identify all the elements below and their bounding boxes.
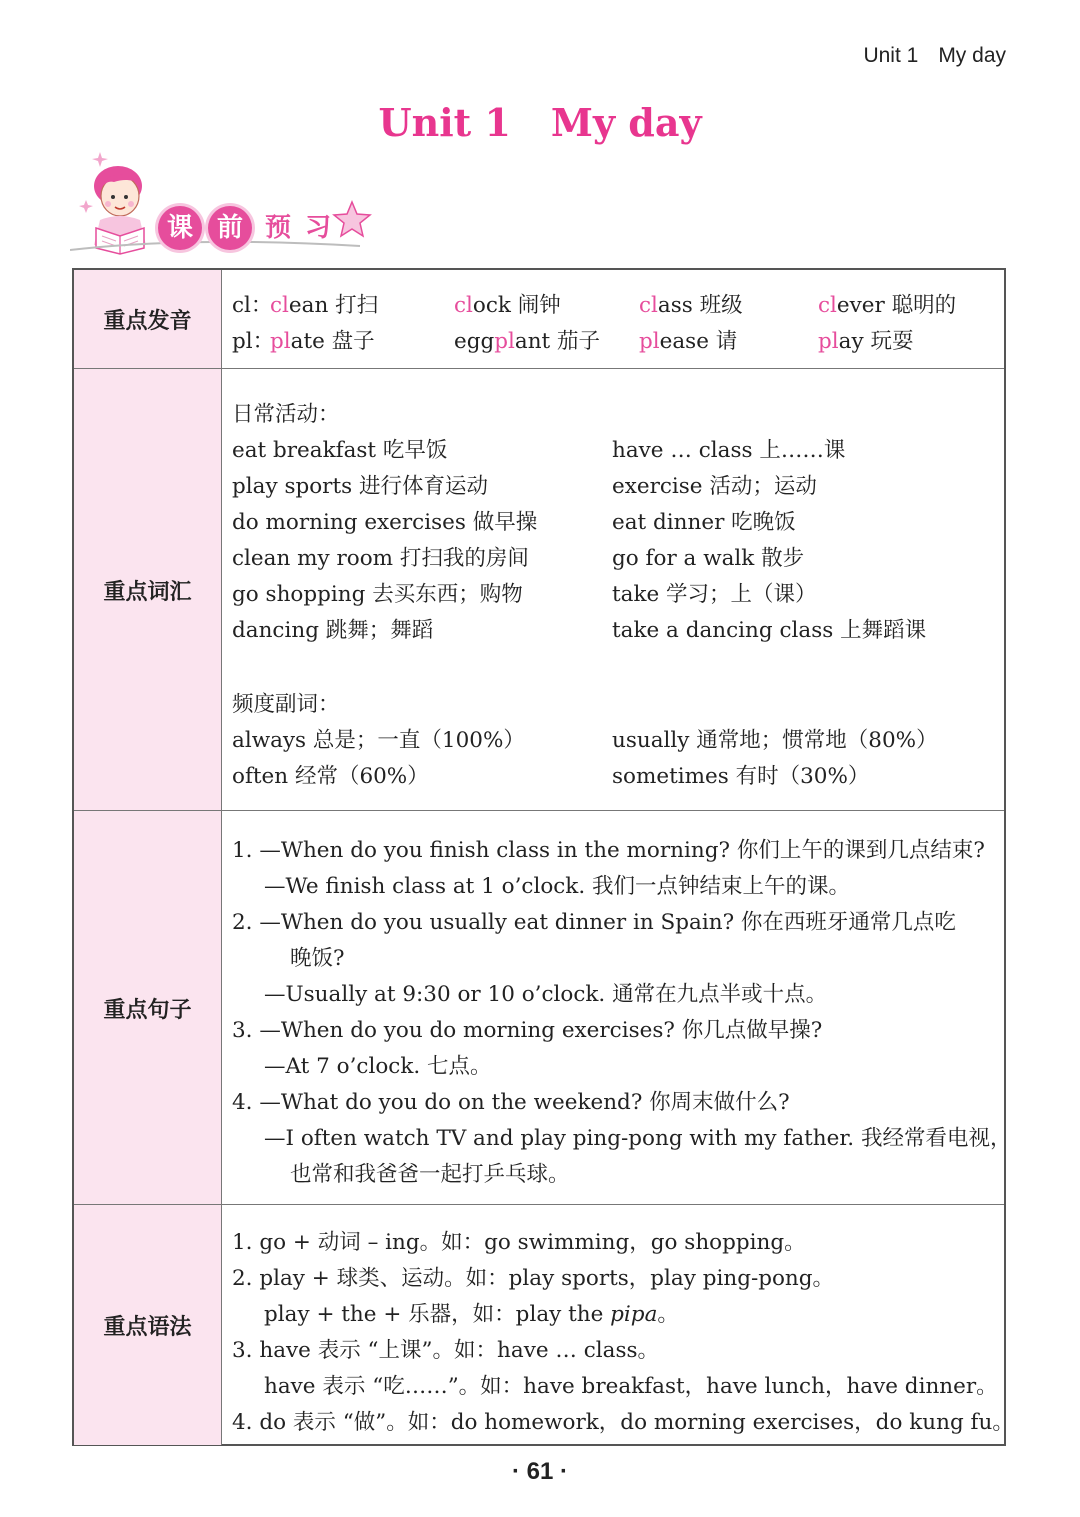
pron-item: eggplant 茄子 [454,329,601,354]
sentence-line: 2. —When do you usually eat dinner in Spain? 你在西班牙通常几点吃 [232,910,956,935]
vocab-item: dancing 跳舞；舞蹈 [232,618,434,643]
pron-item: clean 打扫 [270,293,379,318]
sentence-line: 也常和我爸爸一起打乒乓球。 [290,1162,570,1187]
banner-char-4: 习 [304,213,331,243]
vocab-item: clean my room 打扫我的房间 [232,546,529,571]
grammar-line: 2. play + 球类、运动。如：play sports，play ping-pong。 [232,1266,835,1291]
grammar-line: have 表示 “吃……”。如：have breakfast，have lunch，have dinner。 [264,1374,998,1399]
row-label-vocabulary: 重点词汇 [74,369,222,811]
vocab-item: eat dinner 吃晚饭 [612,510,796,535]
sentence-line: 3. —When do you do morning exercises? 你几点做早操? [232,1018,823,1043]
header-topic: My day [938,44,1006,67]
vocab-item: sometimes 有时（30%） [612,764,870,789]
banner-char-2: 前 [208,206,252,250]
sentence-line: 晚饭? [290,946,345,971]
sentence-line: —We finish class at 1 o’clock. 我们一点钟结束上午的课。 [264,874,851,899]
pron-prefix-pl: pl： [232,329,275,354]
pron-item: please 请 [639,329,738,354]
row-pronunciation [74,270,1004,368]
grammar-line: play + the + 乐器，如：play the pipa。 [264,1302,679,1327]
frequency-adverbs-heading: 频度副词： [232,692,340,717]
sentence-line: 4. —What do you do on the weekend? 你周末做什么? [232,1090,790,1115]
page-number: · 61 · [511,1458,568,1485]
vocab-item: do morning exercises 做早操 [232,510,538,535]
row-grammar [74,1204,1014,1445]
vocab-item: play sports 进行体育运动 [232,474,488,499]
row-sentences [74,810,1012,1205]
page-title [0,100,1080,145]
vocab-item: often 经常（60%） [232,764,429,789]
vocab-item: always 总是；一直（100%） [232,728,525,753]
title-topic: My day [550,100,702,145]
pron-item: plate 盘子 [270,329,375,354]
vocab-item: exercise 活动；运动 [612,474,817,499]
pron-item: clock 闹钟 [454,293,561,318]
pron-item: play 玩耍 [818,329,914,354]
grammar-line: 3. have 表示 “上课”。如：have … class。 [232,1338,660,1363]
banner-char-3: 预 [264,213,291,243]
banner-char-1: 课 [158,206,202,250]
row-label-grammar: 重点语法 [74,1205,222,1445]
pron-item: clever 聪明的 [818,293,957,318]
running-header [843,44,1006,68]
pron-prefix-cl: cl： [232,293,273,318]
vocab-item: take a dancing class 上舞蹈课 [612,618,927,643]
sentence-line: —At 7 o’clock. 七点。 [264,1054,492,1079]
grammar-line: 1. go + 动词 – ing。如：go swimming，go shopping。 [232,1230,806,1255]
preview-table [72,268,1014,1446]
sentence-line: —Usually at 9:30 or 10 o’clock. 通常在九点半或十点。 [264,982,828,1007]
preview-banner [70,150,380,260]
vocab-item: go shopping 去买东西；购物 [232,582,523,607]
header-unit: Unit 1 [863,44,919,67]
vocab-item: usually 通常地；惯常地（80%） [612,728,938,753]
vocab-item: have … class 上……课 [612,438,846,463]
sentence-line: —I often watch TV and play ping-pong with my father. 我经常看电视， [264,1126,1012,1151]
row-label-sentences: 重点句子 [74,811,222,1205]
row-label-pronunciation: 重点发音 [74,270,222,368]
daily-activities-heading: 日常活动： [232,402,340,427]
pron-item: class 班级 [639,293,743,318]
vocab-item: eat breakfast 吃早饭 [232,438,448,463]
sentence-line: 1. —When do you finish class in the morning? 你们上午的课到几点结束? [232,838,985,863]
row-vocabulary [74,368,1004,811]
vocab-item: go for a walk 散步 [612,546,805,571]
grammar-line: 4. do 表示 “做”。如：do homework，do morning exercises，do kung fu。 [232,1410,1014,1435]
vocab-item: take 学习；上（课） [612,582,817,607]
title-unit: Unit 1 [378,100,511,145]
